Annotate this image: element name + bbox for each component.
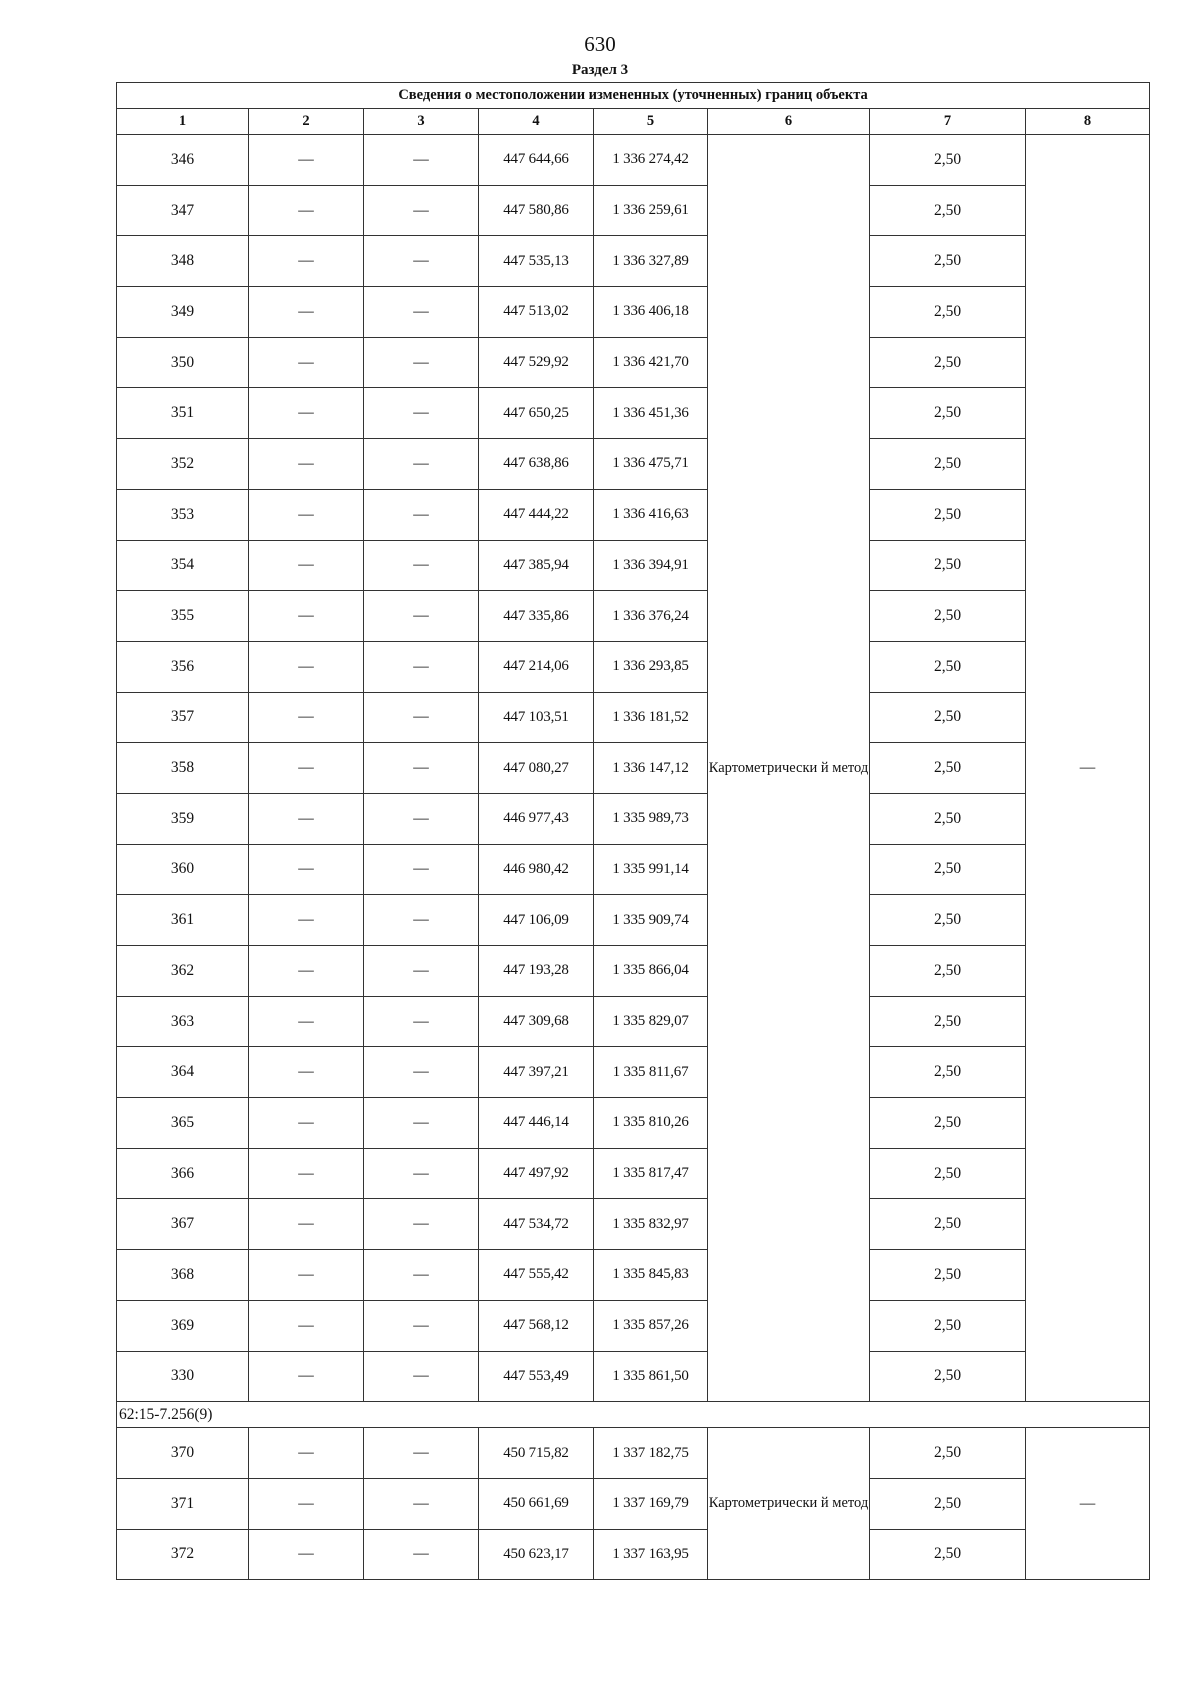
- point-number-cell: 365: [117, 1098, 249, 1149]
- table-row: [117, 540, 1150, 591]
- y-coordinate-cell: 1 335 857,26: [594, 1300, 708, 1351]
- y-coordinate-cell: 1 335 817,47: [594, 1148, 708, 1199]
- accuracy-cell: 2,50: [870, 692, 1026, 743]
- col2-cell: —: [249, 1478, 364, 1529]
- col2-cell: —: [249, 236, 364, 287]
- col3-cell: —: [364, 489, 479, 540]
- col3-cell: —: [364, 692, 479, 743]
- x-coordinate-cell: 447 446,14: [479, 1098, 594, 1149]
- table-body: [117, 135, 1150, 1580]
- accuracy-cell: 2,50: [870, 743, 1026, 794]
- accuracy-cell: 2,50: [870, 793, 1026, 844]
- col3-cell: —: [364, 1148, 479, 1199]
- col3-cell: —: [364, 388, 479, 439]
- y-coordinate-cell: 1 336 451,36: [594, 388, 708, 439]
- point-number-cell: 348: [117, 236, 249, 287]
- table-row: [117, 692, 1150, 743]
- col3-cell: —: [364, 540, 479, 591]
- col3-cell: —: [364, 591, 479, 642]
- accuracy-cell: 2,50: [870, 1351, 1026, 1402]
- table-row: [117, 1300, 1150, 1351]
- table-row: [117, 1250, 1150, 1301]
- table-row: [117, 996, 1150, 1047]
- accuracy-cell: 2,50: [870, 1529, 1026, 1580]
- column-number-8: 8: [1026, 109, 1150, 135]
- table-row: [117, 1478, 1150, 1529]
- col2-cell: —: [249, 1428, 364, 1479]
- table-row: [117, 1098, 1150, 1149]
- x-coordinate-cell: 450 623,17: [479, 1529, 594, 1580]
- col3-cell: —: [364, 135, 479, 186]
- x-coordinate-cell: 447 644,66: [479, 135, 594, 186]
- x-coordinate-cell: 447 553,49: [479, 1351, 594, 1402]
- accuracy-cell: 2,50: [870, 591, 1026, 642]
- table-row: [117, 591, 1150, 642]
- col2-cell: —: [249, 135, 364, 186]
- col3-cell: —: [364, 1529, 479, 1580]
- x-coordinate-cell: 447 335,86: [479, 591, 594, 642]
- col2-cell: —: [249, 1529, 364, 1580]
- col3-cell: —: [364, 1428, 479, 1479]
- accuracy-cell: 2,50: [870, 489, 1026, 540]
- table-row: [117, 135, 1150, 186]
- table-row: [117, 489, 1150, 540]
- x-coordinate-cell: 447 513,02: [479, 287, 594, 338]
- col3-cell: —: [364, 1250, 479, 1301]
- y-coordinate-cell: 1 336 475,71: [594, 439, 708, 490]
- point-number-cell: 353: [117, 489, 249, 540]
- point-number-cell: 350: [117, 337, 249, 388]
- method-cell: Картометрически й метод: [708, 135, 870, 1402]
- point-number-cell: 370: [117, 1428, 249, 1479]
- col8-cell: —: [1026, 135, 1150, 1402]
- col2-cell: —: [249, 996, 364, 1047]
- y-coordinate-cell: 1 335 832,97: [594, 1199, 708, 1250]
- col2-cell: —: [249, 388, 364, 439]
- col2-cell: —: [249, 1199, 364, 1250]
- point-number-cell: 346: [117, 135, 249, 186]
- section-title: Раздел 3: [571, 62, 629, 78]
- point-number-cell: 366: [117, 1148, 249, 1199]
- y-coordinate-cell: 1 335 845,83: [594, 1250, 708, 1301]
- col3-cell: —: [364, 185, 479, 236]
- y-coordinate-cell: 1 336 147,12: [594, 743, 708, 794]
- point-number-cell: 347: [117, 185, 249, 236]
- table-row: [117, 844, 1150, 895]
- table-row: [117, 1351, 1150, 1402]
- table-row: [117, 185, 1150, 236]
- x-coordinate-cell: 447 568,12: [479, 1300, 594, 1351]
- point-number-cell: 352: [117, 439, 249, 490]
- column-number-1: 1: [117, 109, 249, 135]
- x-coordinate-cell: 447 529,92: [479, 337, 594, 388]
- table-row: [117, 236, 1150, 287]
- point-number-cell: 364: [117, 1047, 249, 1098]
- method-cell: Картометрически й метод: [708, 1428, 870, 1580]
- point-number-cell: 368: [117, 1250, 249, 1301]
- col2-cell: —: [249, 641, 364, 692]
- x-coordinate-cell: 447 497,92: [479, 1148, 594, 1199]
- table-row: [117, 388, 1150, 439]
- accuracy-cell: 2,50: [870, 337, 1026, 388]
- table-row: [117, 1047, 1150, 1098]
- table-row: [117, 1148, 1150, 1199]
- accuracy-cell: 2,50: [870, 388, 1026, 439]
- page-number: 630: [584, 32, 616, 56]
- col2-cell: —: [249, 540, 364, 591]
- point-number-cell: 367: [117, 1199, 249, 1250]
- accuracy-cell: 2,50: [870, 1300, 1026, 1351]
- x-coordinate-cell: 447 650,25: [479, 388, 594, 439]
- point-number-cell: 330: [117, 1351, 249, 1402]
- accuracy-cell: 2,50: [870, 946, 1026, 997]
- column-number-4: 4: [479, 109, 594, 135]
- y-coordinate-cell: 1 335 991,14: [594, 844, 708, 895]
- point-number-cell: 356: [117, 641, 249, 692]
- table-row: [117, 895, 1150, 946]
- y-coordinate-cell: 1 335 866,04: [594, 946, 708, 997]
- accuracy-cell: 2,50: [870, 1047, 1026, 1098]
- col2-cell: —: [249, 1098, 364, 1149]
- column-number-row: [117, 109, 1150, 135]
- y-coordinate-cell: 1 335 861,50: [594, 1351, 708, 1402]
- x-coordinate-cell: 447 193,28: [479, 946, 594, 997]
- y-coordinate-cell: 1 337 163,95: [594, 1529, 708, 1580]
- accuracy-cell: 2,50: [870, 1098, 1026, 1149]
- point-number-cell: 371: [117, 1478, 249, 1529]
- boundary-coordinates-table: [116, 82, 1150, 1580]
- point-number-cell: 360: [117, 844, 249, 895]
- col3-cell: —: [364, 1199, 479, 1250]
- col3-cell: —: [364, 287, 479, 338]
- y-coordinate-cell: 1 336 327,89: [594, 236, 708, 287]
- col3-cell: —: [364, 439, 479, 490]
- point-number-cell: 369: [117, 1300, 249, 1351]
- point-number-cell: 349: [117, 287, 249, 338]
- col2-cell: —: [249, 1250, 364, 1301]
- point-number-cell: 359: [117, 793, 249, 844]
- col3-cell: —: [364, 1351, 479, 1402]
- x-coordinate-cell: 447 103,51: [479, 692, 594, 743]
- col3-cell: —: [364, 641, 479, 692]
- col2-cell: —: [249, 1148, 364, 1199]
- y-coordinate-cell: 1 336 274,42: [594, 135, 708, 186]
- accuracy-cell: 2,50: [870, 540, 1026, 591]
- col3-cell: —: [364, 946, 479, 997]
- x-coordinate-cell: 447 580,86: [479, 185, 594, 236]
- accuracy-cell: 2,50: [870, 1478, 1026, 1529]
- col2-cell: —: [249, 1047, 364, 1098]
- table-caption: Сведения о местоположении измененных (уточненных) границ объекта: [117, 83, 1150, 109]
- col2-cell: —: [249, 895, 364, 946]
- y-coordinate-cell: 1 335 811,67: [594, 1047, 708, 1098]
- x-coordinate-cell: 447 397,21: [479, 1047, 594, 1098]
- point-number-cell: 354: [117, 540, 249, 591]
- x-coordinate-cell: 447 534,72: [479, 1199, 594, 1250]
- col3-cell: —: [364, 1478, 479, 1529]
- column-number-6: 6: [708, 109, 870, 135]
- col3-cell: —: [364, 743, 479, 794]
- y-coordinate-cell: 1 336 406,18: [594, 287, 708, 338]
- point-number-cell: 357: [117, 692, 249, 743]
- x-coordinate-cell: 447 535,13: [479, 236, 594, 287]
- table-row: [117, 439, 1150, 490]
- y-coordinate-cell: 1 336 394,91: [594, 540, 708, 591]
- y-coordinate-cell: 1 336 416,63: [594, 489, 708, 540]
- table-row: [117, 946, 1150, 997]
- x-coordinate-cell: 450 715,82: [479, 1428, 594, 1479]
- x-coordinate-cell: 447 444,22: [479, 489, 594, 540]
- table-row: [117, 1529, 1150, 1580]
- point-number-cell: 363: [117, 996, 249, 1047]
- table-row: [117, 743, 1150, 794]
- accuracy-cell: 2,50: [870, 439, 1026, 490]
- accuracy-cell: 2,50: [870, 1199, 1026, 1250]
- x-coordinate-cell: 446 980,42: [479, 844, 594, 895]
- y-coordinate-cell: 1 337 169,79: [594, 1478, 708, 1529]
- accuracy-cell: 2,50: [870, 1148, 1026, 1199]
- x-coordinate-cell: 447 555,42: [479, 1250, 594, 1301]
- col2-cell: —: [249, 692, 364, 743]
- column-number-5: 5: [594, 109, 708, 135]
- col2-cell: —: [249, 946, 364, 997]
- col3-cell: —: [364, 337, 479, 388]
- col2-cell: —: [249, 1300, 364, 1351]
- accuracy-cell: 2,50: [870, 1250, 1026, 1301]
- col2-cell: —: [249, 287, 364, 338]
- accuracy-cell: 2,50: [870, 1428, 1026, 1479]
- point-number-cell: 358: [117, 743, 249, 794]
- x-coordinate-cell: 447 214,06: [479, 641, 594, 692]
- col2-cell: —: [249, 185, 364, 236]
- point-number-cell: 355: [117, 591, 249, 642]
- accuracy-cell: 2,50: [870, 844, 1026, 895]
- accuracy-cell: 2,50: [870, 185, 1026, 236]
- accuracy-cell: 2,50: [870, 641, 1026, 692]
- col2-cell: —: [249, 793, 364, 844]
- y-coordinate-cell: 1 337 182,75: [594, 1428, 708, 1479]
- accuracy-cell: 2,50: [870, 135, 1026, 186]
- col3-cell: —: [364, 1300, 479, 1351]
- y-coordinate-cell: 1 335 909,74: [594, 895, 708, 946]
- col2-cell: —: [249, 439, 364, 490]
- x-coordinate-cell: 447 385,94: [479, 540, 594, 591]
- col2-cell: —: [249, 591, 364, 642]
- accuracy-cell: 2,50: [870, 895, 1026, 946]
- col3-cell: —: [364, 793, 479, 844]
- table-row: [117, 337, 1150, 388]
- point-number-cell: 372: [117, 1529, 249, 1580]
- column-number-7: 7: [870, 109, 1026, 135]
- group-label: 62:15-7.256(9): [117, 1402, 1150, 1428]
- table-row: [117, 1199, 1150, 1250]
- col3-cell: —: [364, 844, 479, 895]
- y-coordinate-cell: 1 336 259,61: [594, 185, 708, 236]
- x-coordinate-cell: 447 638,86: [479, 439, 594, 490]
- col2-cell: —: [249, 743, 364, 794]
- y-coordinate-cell: 1 335 989,73: [594, 793, 708, 844]
- accuracy-cell: 2,50: [870, 236, 1026, 287]
- point-number-cell: 362: [117, 946, 249, 997]
- y-coordinate-cell: 1 335 810,26: [594, 1098, 708, 1149]
- column-number-2: 2: [249, 109, 364, 135]
- x-coordinate-cell: 447 309,68: [479, 996, 594, 1047]
- col3-cell: —: [364, 236, 479, 287]
- table-row: [117, 641, 1150, 692]
- col3-cell: —: [364, 996, 479, 1047]
- y-coordinate-cell: 1 336 181,52: [594, 692, 708, 743]
- point-number-cell: 351: [117, 388, 249, 439]
- table-row: [117, 1428, 1150, 1479]
- y-coordinate-cell: 1 336 293,85: [594, 641, 708, 692]
- col2-cell: —: [249, 844, 364, 895]
- col8-cell: —: [1026, 1428, 1150, 1580]
- y-coordinate-cell: 1 336 376,24: [594, 591, 708, 642]
- x-coordinate-cell: 447 080,27: [479, 743, 594, 794]
- table-row: [117, 287, 1150, 338]
- accuracy-cell: 2,50: [870, 287, 1026, 338]
- table-row: [117, 793, 1150, 844]
- column-number-3: 3: [364, 109, 479, 135]
- col3-cell: —: [364, 895, 479, 946]
- col2-cell: —: [249, 337, 364, 388]
- point-number-cell: 361: [117, 895, 249, 946]
- group-label-row: [117, 1402, 1150, 1428]
- accuracy-cell: 2,50: [870, 996, 1026, 1047]
- col2-cell: —: [249, 489, 364, 540]
- x-coordinate-cell: 447 106,09: [479, 895, 594, 946]
- x-coordinate-cell: 450 661,69: [479, 1478, 594, 1529]
- y-coordinate-cell: 1 336 421,70: [594, 337, 708, 388]
- y-coordinate-cell: 1 335 829,07: [594, 996, 708, 1047]
- col3-cell: —: [364, 1098, 479, 1149]
- col2-cell: —: [249, 1351, 364, 1402]
- col3-cell: —: [364, 1047, 479, 1098]
- x-coordinate-cell: 446 977,43: [479, 793, 594, 844]
